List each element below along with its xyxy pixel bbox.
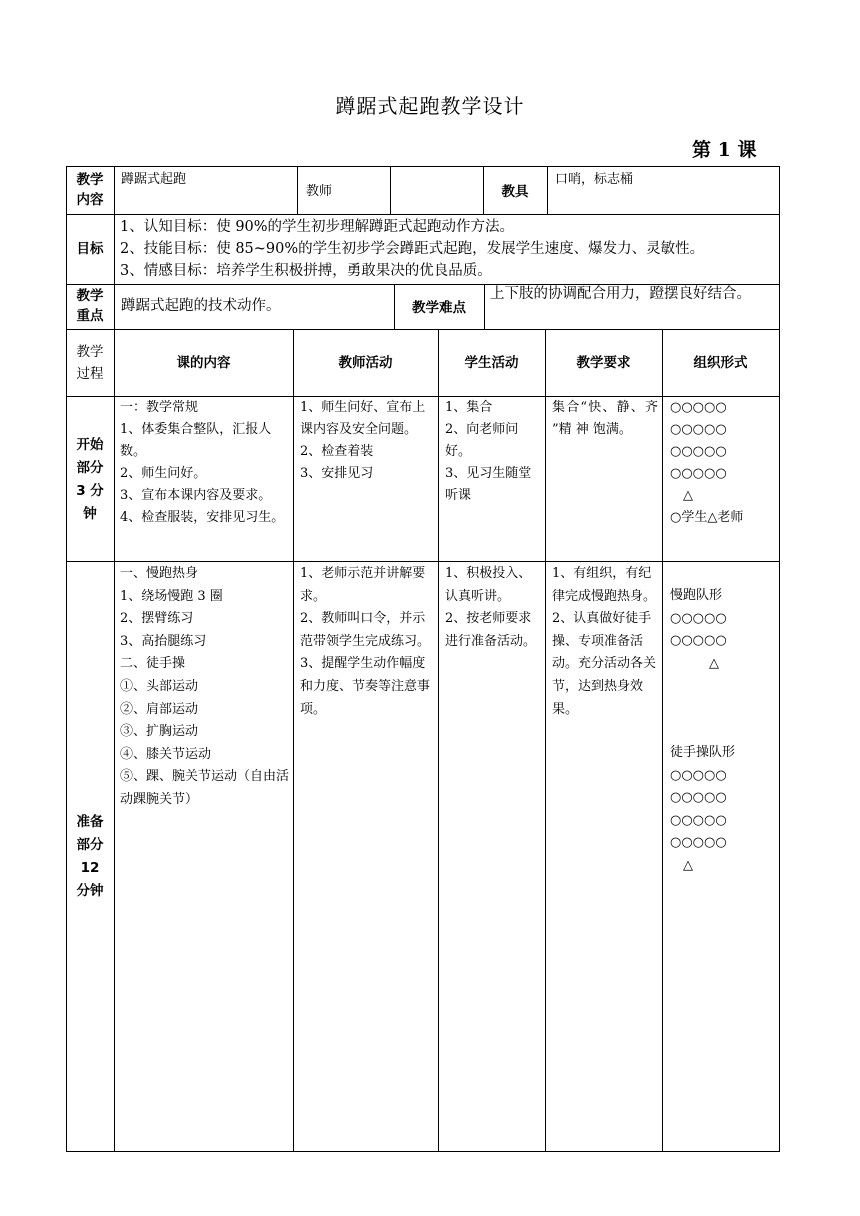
stage2-teacher: 1、老师示范并讲解要求。 2、教师叫口令，并示范带领学生完成练习。 3、提醒学生动作幅度和力度、节奏等注意事项。 [300, 566, 431, 717]
equipment-value: 口哨，标志桶 [555, 172, 634, 187]
stage1-student: 1、集合 2、向老师问好。 3、见习生随堂听课 [445, 400, 532, 503]
page-title: 蹲踞式起跑教学设计 [335, 94, 525, 118]
col-requirement: 教学要求 [576, 355, 631, 371]
stage1-label: 开始 部分 3 分 钟 [76, 437, 104, 522]
stage2-student: 1、积极投入、认真听讲。 2、按老师要求进行准备活动。 [445, 566, 537, 649]
stage2-content: 一、慢跑热身 1、绕场慢跑 3 圈 2、摆臂练习 3、高抬腿练习 二、徒手操 ①、头部运动 ②、肩部运动 ③、扩胸运动 ④、膝关节运动 ⑤、踝、腕关节运动（自由活动踝腕关节） [120, 566, 290, 807]
col-teacher: 教师活动 [338, 355, 393, 371]
col-organization: 组织形式 [693, 355, 748, 371]
lesson-number: 第 1 课 [692, 139, 757, 161]
difficulty-value: 上下肢的协调配合用力，蹬摆良好结合。 [490, 286, 751, 302]
equipment-label: 教具 [501, 184, 529, 200]
stage1-content: 一：教学常规 1、体委集合整队，汇报人数。 2、师生问好。 3、宣布本课内容及要求。 4、检查服装，安排见习生。 [120, 400, 285, 525]
stage1-requirement: 集合“快、静、齐 ”精 神 饱满。 [552, 400, 658, 437]
teacher-label: 教师 [306, 184, 333, 199]
stage1-organization: ○○○○○ ○○○○○ ○○○○○ ○○○○○ △ ○学生△老师 [670, 400, 744, 525]
difficulty-label: 教学难点 [412, 300, 466, 316]
process-label: 教学 过程 [76, 344, 104, 382]
stage2-organization-exercise: 徒手操队形 ○○○○○ ○○○○○ ○○○○○ ○○○○○ △ [670, 745, 736, 873]
stage2-requirement: 1、有组织，有纪律完成慢跑热身。 2、认真做好徒手操、专项准备活动。充分活动各关节，达到热身效果。 [552, 566, 657, 717]
content-label: 教学 内容 [76, 172, 104, 208]
key-point-value: 蹲踞式起跑的技术动作。 [121, 298, 281, 314]
col-content: 课的内容 [176, 355, 231, 371]
stage2-label: 准备 部分 12 分钟 [76, 814, 104, 899]
stage2-organization-jog: 慢跑队形 ○○○○○ ○○○○○ △ [670, 588, 727, 671]
content-value: 蹲踞式起跑 [121, 172, 187, 187]
stage1-teacher: 1、师生问好、宣布上课内容及安全问题。 2、检查着装 3、安排见习 [300, 400, 426, 481]
key-point-label: 教学 重点 [76, 288, 104, 324]
goals-label: 目标 [76, 241, 104, 257]
col-student: 学生活动 [464, 355, 519, 371]
goals-text: 1、认知目标：使 90%的学生初步理解蹲距式起跑动作方法。 2、技能目标：使 85~90%的学生初步学会蹲距式起跑，发展学生速度、爆发力、灵敏性。 3、情感目标：培养学生积极拼搏，勇敢果决的优良品质。 [120, 219, 705, 279]
